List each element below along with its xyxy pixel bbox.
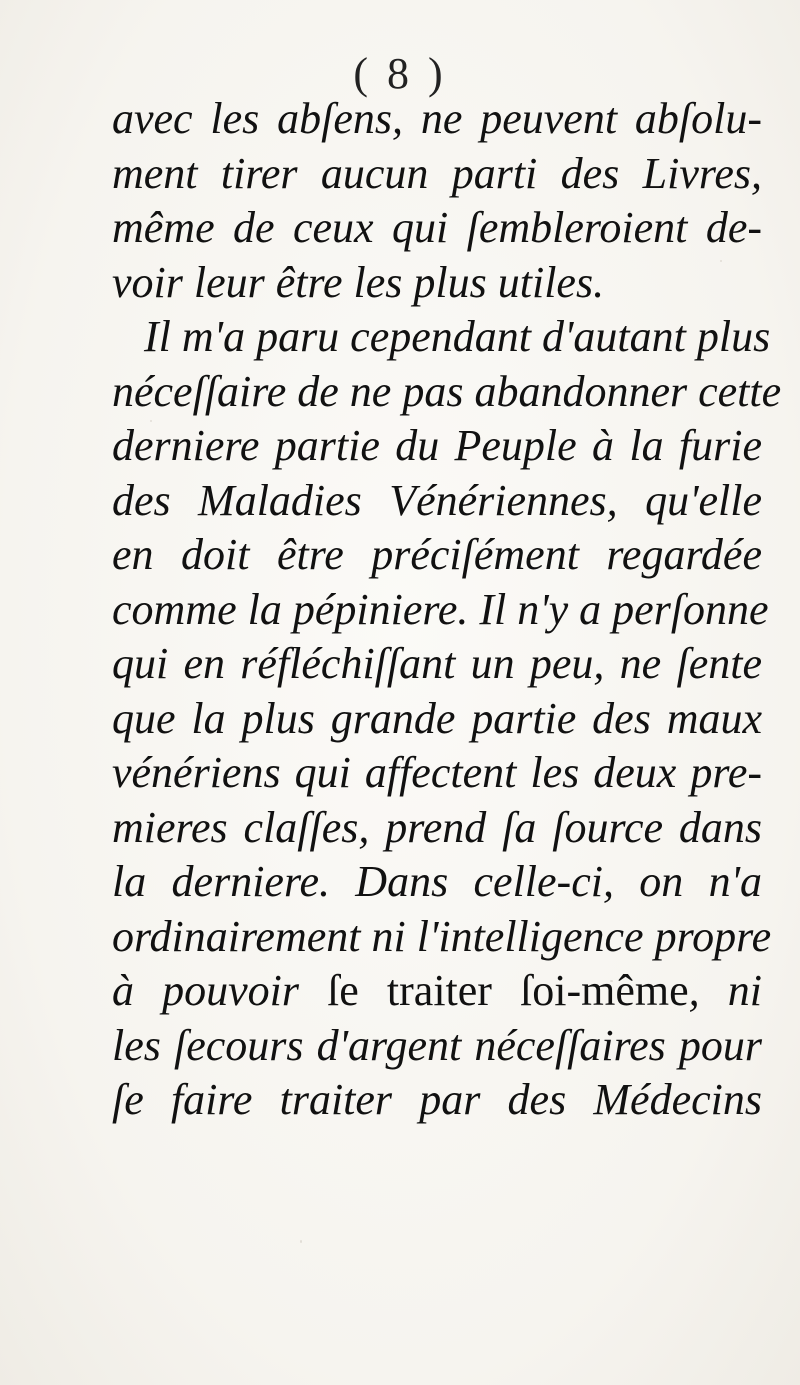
text-fragment-italic: à pouvoir — [112, 966, 328, 1015]
text-line: mieres claſſes, prend ſa ſource dans — [112, 802, 762, 852]
text-line: même de ceux qui ſembleroient de- — [112, 203, 762, 252]
text-line — [112, 964, 762, 1019]
page-number: ( 8 ) — [353, 49, 447, 98]
text-line: qui en réfléchiſſant un peu, ne ſente — [112, 639, 762, 688]
text-line: vénériens qui affectent les deux pre- — [112, 748, 762, 797]
text-line: derniere partie du Peuple à la furie — [112, 421, 762, 470]
text-line: la derniere. Dans celle-ci, on n'a — [112, 857, 762, 906]
body-text — [112, 92, 782, 1128]
text-line: voir leur être les plus utiles. — [112, 257, 605, 307]
text-line: avec les abſens, ne peuvent abſolu- — [112, 94, 762, 143]
text-line: Il m'a paru cependant d'autant plus — [144, 312, 771, 361]
text-line: ordinairement ni l'intelligence propre — [112, 911, 772, 961]
text-line: en doit être préciſément regardée — [112, 530, 762, 579]
text-fragment-italic: , ni — [688, 966, 762, 1015]
text-line: que la plus grande partie des maux — [112, 693, 762, 743]
text-line: ment tirer aucun parti des Livres, — [112, 148, 762, 198]
text-line: néceſſaire de ne pas abandonner cette — [112, 366, 782, 416]
paper-speck — [300, 1240, 302, 1243]
text-line: les ſecours d'argent néceſſaires pour — [112, 1020, 762, 1070]
text-line: des Maladies Vénériennes, qu'elle — [112, 475, 762, 525]
text-fragment-roman: ſe traiter ſoi-même — [327, 966, 689, 1015]
text-line: ſe faire traiter par des Médecins — [112, 1075, 762, 1124]
text-line: comme la pépiniere. Il n'y a perſonne — [112, 584, 769, 634]
